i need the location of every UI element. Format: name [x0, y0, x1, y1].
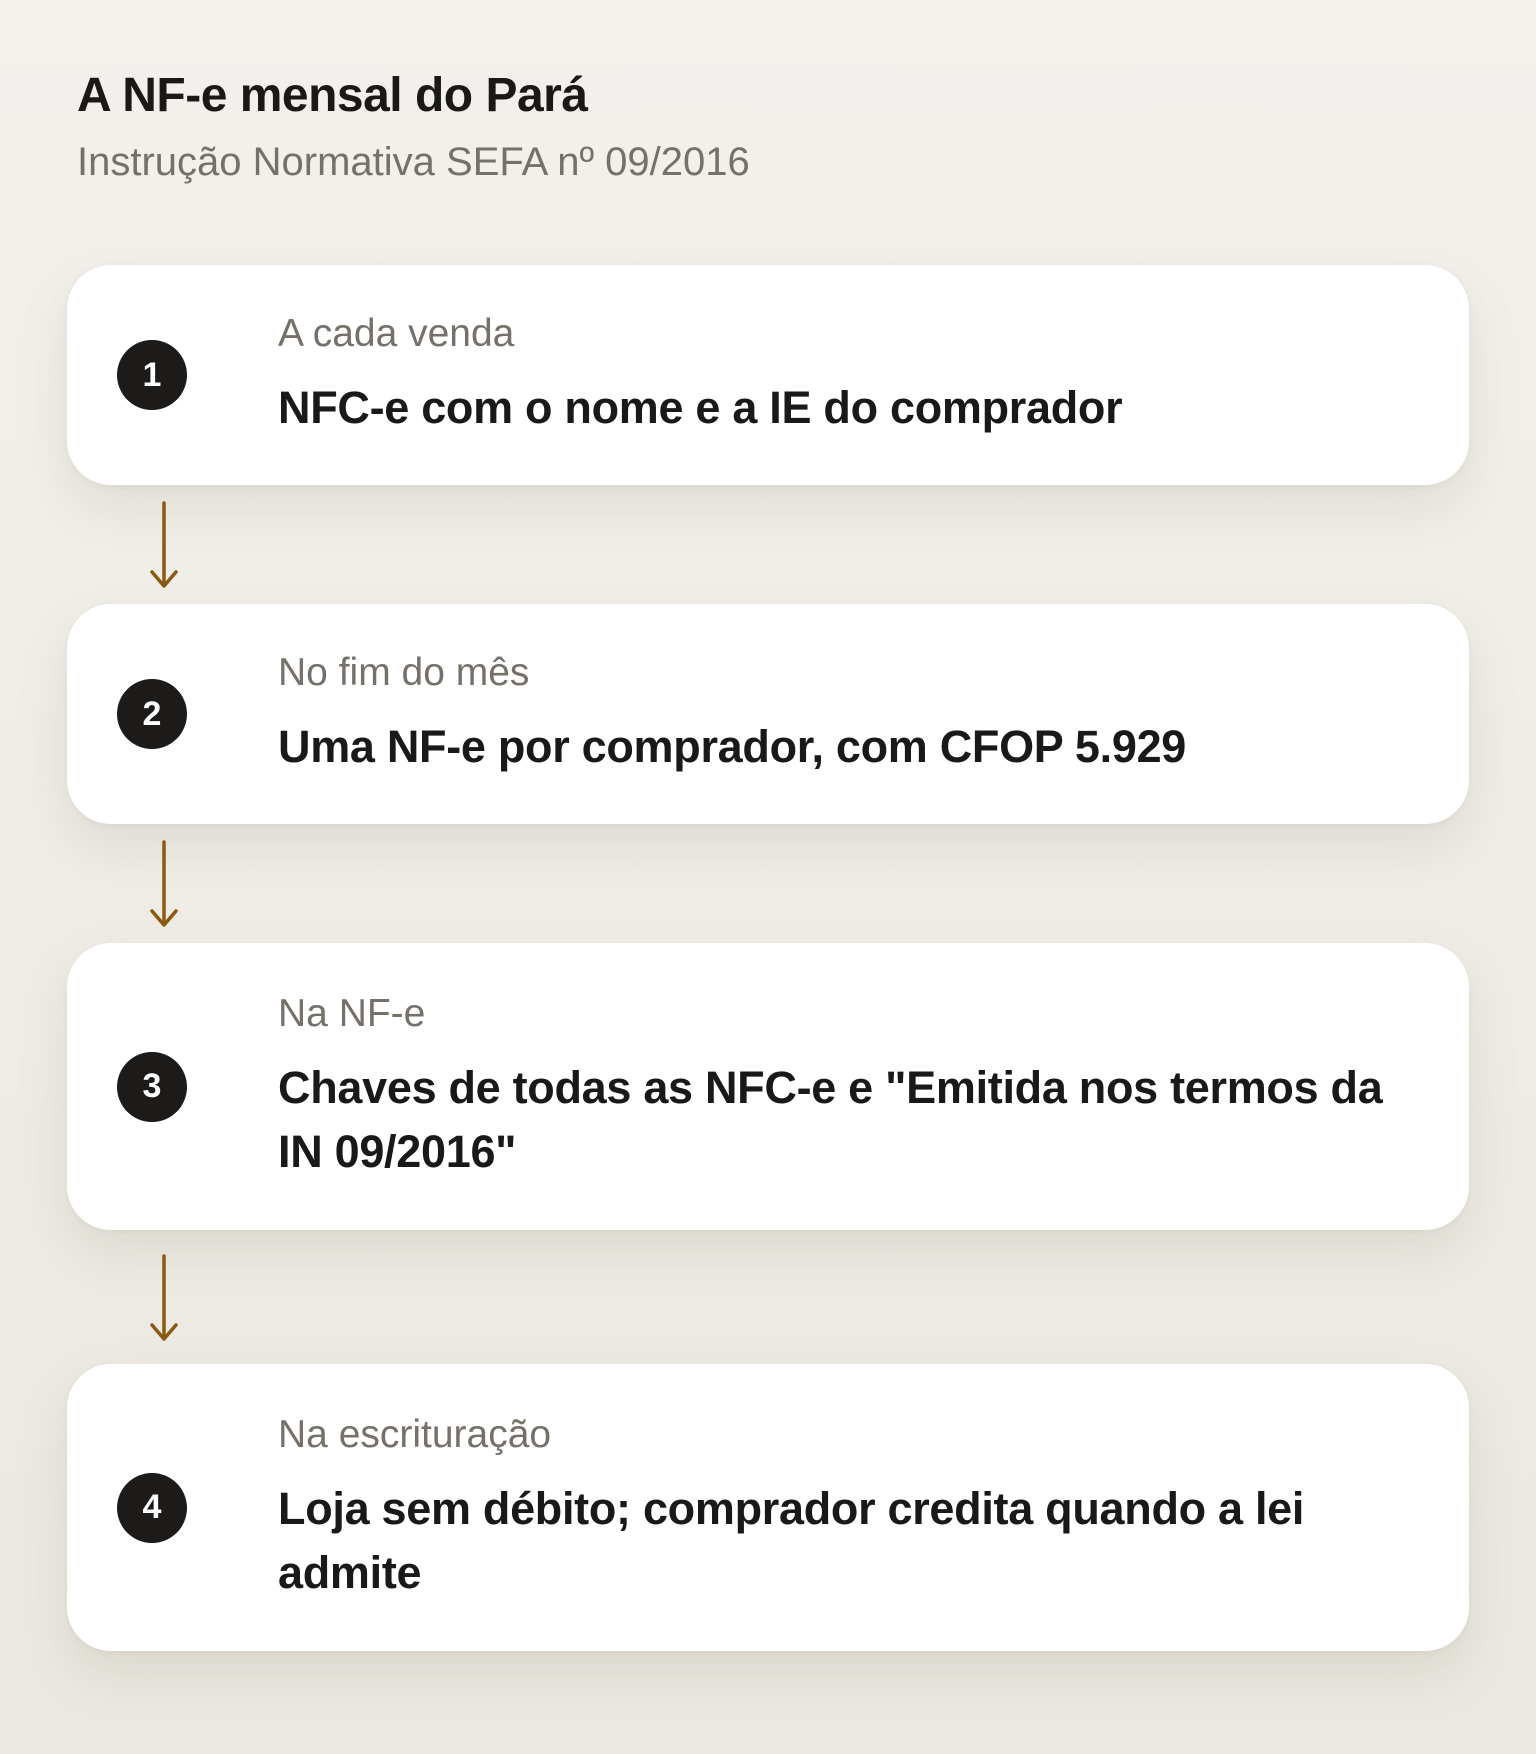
page-title: A NF-e mensal do Pará — [77, 69, 588, 122]
step-number-badge: 4 — [117, 1473, 187, 1543]
step-label: Na escrituração — [278, 1412, 552, 1456]
step-content — [278, 1411, 1409, 1605]
page-subtitle: Instrução Normativa SEFA nº 09/2016 — [77, 140, 750, 184]
step-description: NFC-e com o nome e a IE do comprador — [278, 382, 1123, 433]
connector-3-4 — [67, 1230, 1469, 1364]
step-description: Chaves de todas as NFC-e e "Emitida nos termos da IN 09/2016" — [278, 1061, 1383, 1177]
step-label: A cada venda — [278, 312, 515, 355]
header — [77, 66, 1457, 186]
step-content — [278, 990, 1409, 1184]
step-content — [278, 649, 1409, 779]
step-label: Na NF-e — [278, 991, 426, 1035]
step-number-badge: 1 — [117, 340, 187, 410]
step-number-badge: 2 — [117, 679, 187, 749]
step-card-1 — [67, 265, 1469, 485]
step-number-badge: 3 — [117, 1052, 187, 1122]
step-label: No fim do mês — [278, 651, 530, 694]
arrow-down-icon — [149, 501, 179, 591]
arrow-down-icon — [149, 840, 179, 930]
arrow-down-icon — [149, 1254, 179, 1344]
connector-2-3 — [67, 824, 1469, 943]
connector-1-2 — [67, 485, 1469, 604]
flow-diagram — [67, 265, 1469, 1651]
step-description: Loja sem débito; comprador credita quando a lei admite — [278, 1482, 1305, 1598]
step-card-2 — [67, 604, 1469, 824]
step-content — [278, 310, 1409, 440]
step-description: Uma NF-e por comprador, com CFOP 5.929 — [278, 721, 1187, 772]
step-card-3 — [67, 943, 1469, 1230]
step-card-4 — [67, 1364, 1469, 1651]
